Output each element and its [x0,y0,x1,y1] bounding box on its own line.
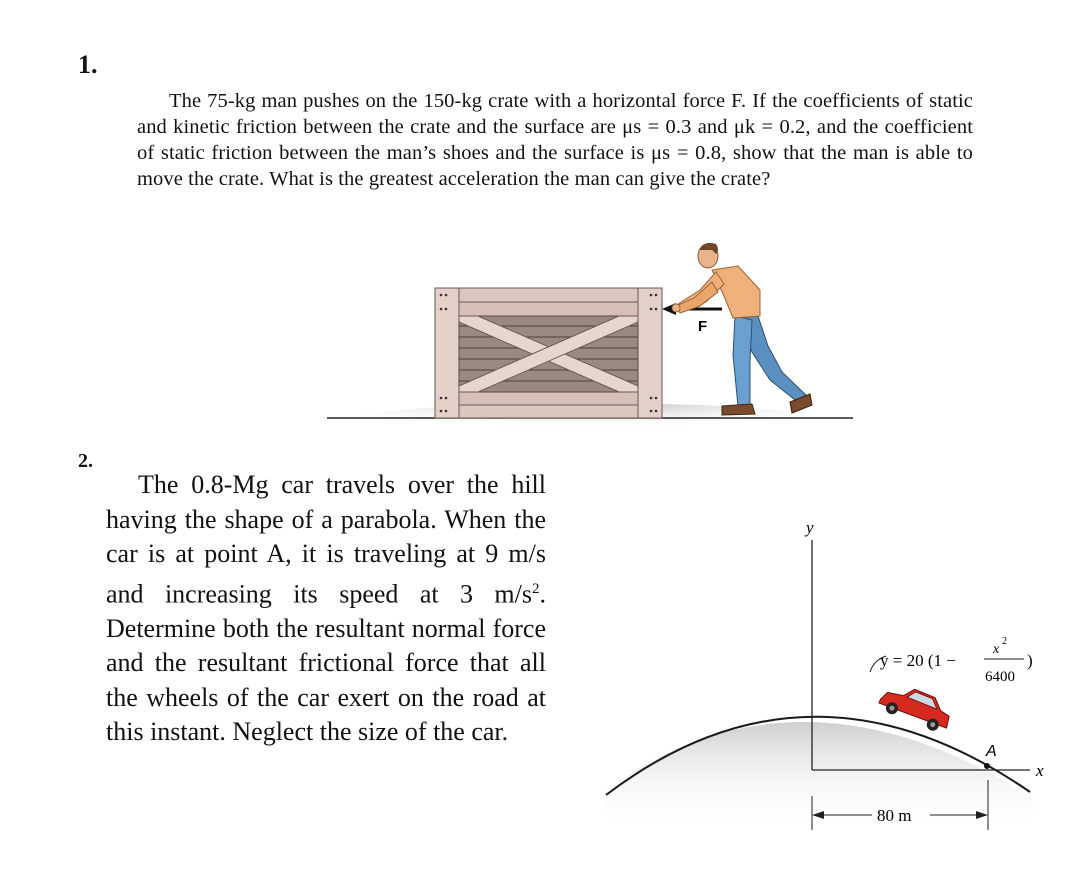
problem-2-statement-b: . Determine both the resultant normal force and the resultant frictional force that all the wheels of the car exert on the road at this instant. Neglect the size of the car. [106,579,546,747]
point-a-marker [984,763,990,769]
hill-equation [880,636,1033,685]
crate [435,288,662,418]
problem-2-statement-a: The 0.8-Mg car travels over the hill having the shape of a parabola. When the car is at point A, it is traveling at 9 m/s and increasing its speed at 3 m/s [106,470,546,609]
car [877,679,956,736]
equation-numerator: x [993,642,1000,657]
equation-denominator: 6400 [985,669,1015,685]
problem-2-exponent: 2 [532,580,540,597]
dimension-label: 80 m [877,806,912,825]
equation-numerator-exponent: 2 [1002,636,1007,647]
problem-1-statement: The 75-kg man pushes on the 150-kg crate with a horizontal force F. If the coefficients of static and kinetic friction between the crate and the surface are μs = 0.3 and μk = 0.2, and the coefficient of static friction between the man’s shoes and the surface is μs = 0.8, show that the man is able to move the crate. What is the greatest acceleration the man can give the crate? [137,90,973,190]
hill-figure [606,518,1044,830]
y-axis-label: y [806,518,814,537]
equation-suffix: ) [1027,651,1033,670]
force-label: F [698,318,708,335]
equation-prefix: y = 20 (1 − [880,651,956,670]
problem-1-number: 1. [78,50,98,79]
man-figure [672,243,812,415]
x-axis-label: x [1036,761,1044,780]
problem-2-number: 2. [78,450,93,472]
point-a-label: A [986,743,997,760]
crate-figure [327,243,853,447]
